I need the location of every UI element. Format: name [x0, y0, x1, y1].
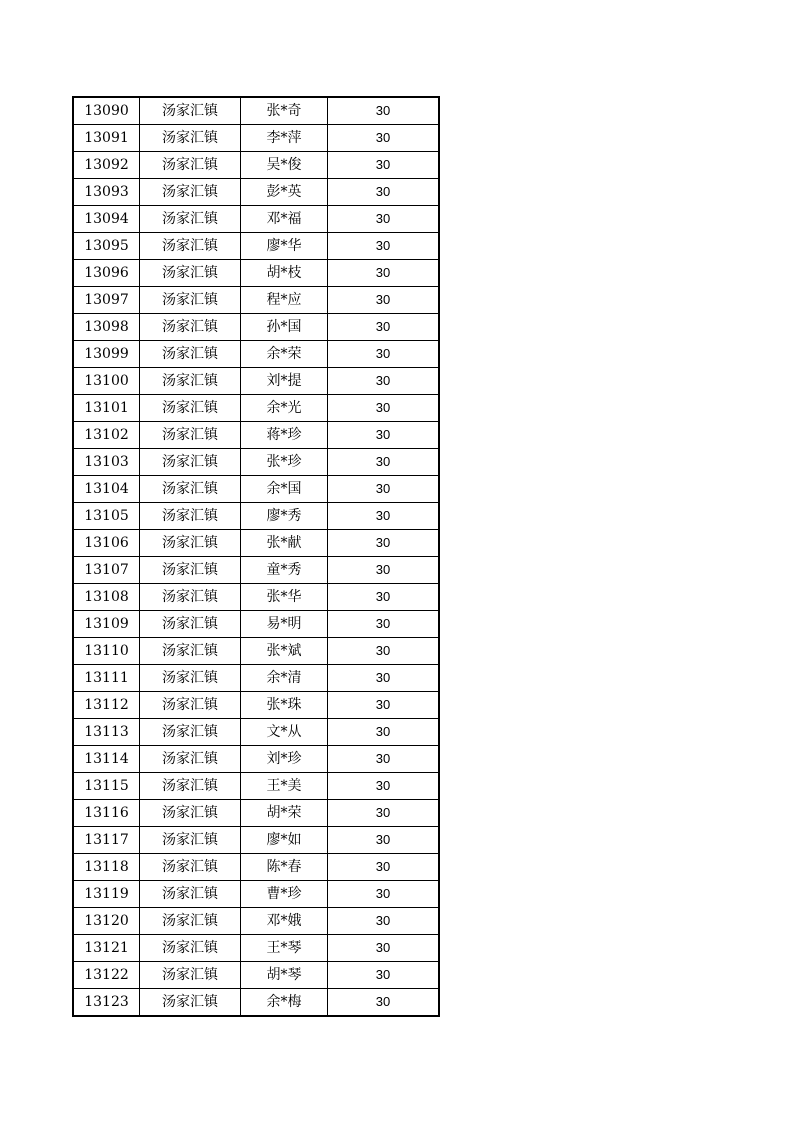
- table-row: [73, 152, 439, 179]
- cell-id: 13103: [73, 449, 140, 476]
- cell-name: 余*荣: [241, 341, 328, 368]
- cell-town: 汤家汇镇: [140, 611, 241, 638]
- cell-amount: 30: [328, 422, 440, 449]
- cell-amount: 30: [328, 692, 440, 719]
- cell-town: 汤家汇镇: [140, 908, 241, 935]
- cell-amount: 30: [328, 962, 440, 989]
- table-row: [73, 233, 439, 260]
- cell-town: 汤家汇镇: [140, 125, 241, 152]
- table-row: [73, 503, 439, 530]
- table-row: [73, 827, 439, 854]
- cell-name: 程*应: [241, 287, 328, 314]
- cell-id: 13105: [73, 503, 140, 530]
- cell-town: 汤家汇镇: [140, 233, 241, 260]
- cell-id: 13118: [73, 854, 140, 881]
- cell-id: 13120: [73, 908, 140, 935]
- cell-name: 张*献: [241, 530, 328, 557]
- cell-name: 廖*如: [241, 827, 328, 854]
- table-row: [73, 908, 439, 935]
- cell-amount: 30: [328, 395, 440, 422]
- cell-name: 曹*珍: [241, 881, 328, 908]
- cell-town: 汤家汇镇: [140, 665, 241, 692]
- cell-name: 陈*春: [241, 854, 328, 881]
- table-row: [73, 962, 439, 989]
- cell-name: 文*从: [241, 719, 328, 746]
- cell-name: 胡*荣: [241, 800, 328, 827]
- cell-id: 13112: [73, 692, 140, 719]
- cell-town: 汤家汇镇: [140, 368, 241, 395]
- cell-town: 汤家汇镇: [140, 557, 241, 584]
- cell-amount: 30: [328, 773, 440, 800]
- cell-town: 汤家汇镇: [140, 827, 241, 854]
- cell-id: 13091: [73, 125, 140, 152]
- cell-id: 13108: [73, 584, 140, 611]
- cell-amount: 30: [328, 557, 440, 584]
- cell-town: 汤家汇镇: [140, 97, 241, 125]
- cell-town: 汤家汇镇: [140, 800, 241, 827]
- table-row: [73, 476, 439, 503]
- cell-town: 汤家汇镇: [140, 638, 241, 665]
- cell-town: 汤家汇镇: [140, 935, 241, 962]
- cell-name: 胡*枝: [241, 260, 328, 287]
- table-row: [73, 719, 439, 746]
- cell-id: 13090: [73, 97, 140, 125]
- cell-name: 刘*珍: [241, 746, 328, 773]
- table-row: [73, 260, 439, 287]
- table-row: [73, 287, 439, 314]
- cell-name: 余*清: [241, 665, 328, 692]
- table-row: [73, 125, 439, 152]
- cell-town: 汤家汇镇: [140, 989, 241, 1017]
- cell-name: 邓*福: [241, 206, 328, 233]
- cell-id: 13110: [73, 638, 140, 665]
- table-row: [73, 206, 439, 233]
- cell-town: 汤家汇镇: [140, 584, 241, 611]
- cell-name: 童*秀: [241, 557, 328, 584]
- cell-name: 张*华: [241, 584, 328, 611]
- cell-id: 13114: [73, 746, 140, 773]
- cell-town: 汤家汇镇: [140, 422, 241, 449]
- cell-name: 易*明: [241, 611, 328, 638]
- cell-name: 刘*提: [241, 368, 328, 395]
- table-row: [73, 692, 439, 719]
- cell-name: 余*国: [241, 476, 328, 503]
- cell-name: 廖*华: [241, 233, 328, 260]
- cell-amount: 30: [328, 314, 440, 341]
- cell-amount: 30: [328, 179, 440, 206]
- cell-name: 王*美: [241, 773, 328, 800]
- table-row: [73, 314, 439, 341]
- table-row: [73, 611, 439, 638]
- cell-town: 汤家汇镇: [140, 773, 241, 800]
- table-row: [73, 179, 439, 206]
- cell-amount: 30: [328, 854, 440, 881]
- cell-amount: 30: [328, 989, 440, 1017]
- data-table: [72, 96, 440, 1017]
- cell-id: 13099: [73, 341, 140, 368]
- cell-town: 汤家汇镇: [140, 314, 241, 341]
- cell-town: 汤家汇镇: [140, 881, 241, 908]
- cell-id: 13123: [73, 989, 140, 1017]
- table-row: [73, 368, 439, 395]
- cell-id: 13096: [73, 260, 140, 287]
- table-row: [73, 746, 439, 773]
- table-row: [73, 854, 439, 881]
- cell-id: 13117: [73, 827, 140, 854]
- cell-town: 汤家汇镇: [140, 476, 241, 503]
- table-row: [73, 665, 439, 692]
- table-row: [73, 422, 439, 449]
- cell-id: 13097: [73, 287, 140, 314]
- cell-name: 张*斌: [241, 638, 328, 665]
- cell-town: 汤家汇镇: [140, 719, 241, 746]
- cell-town: 汤家汇镇: [140, 449, 241, 476]
- cell-amount: 30: [328, 800, 440, 827]
- cell-id: 13109: [73, 611, 140, 638]
- table-row: [73, 557, 439, 584]
- cell-amount: 30: [328, 449, 440, 476]
- table-row: [73, 530, 439, 557]
- cell-id: 13115: [73, 773, 140, 800]
- cell-amount: 30: [328, 638, 440, 665]
- cell-amount: 30: [328, 746, 440, 773]
- table-row: [73, 341, 439, 368]
- cell-id: 13092: [73, 152, 140, 179]
- cell-town: 汤家汇镇: [140, 530, 241, 557]
- cell-name: 张*奇: [241, 97, 328, 125]
- cell-amount: 30: [328, 584, 440, 611]
- cell-amount: 30: [328, 368, 440, 395]
- table-row: [73, 449, 439, 476]
- table-row: [73, 935, 439, 962]
- cell-town: 汤家汇镇: [140, 152, 241, 179]
- cell-id: 13111: [73, 665, 140, 692]
- cell-amount: 30: [328, 935, 440, 962]
- cell-amount: 30: [328, 233, 440, 260]
- table-row: [73, 773, 439, 800]
- cell-amount: 30: [328, 125, 440, 152]
- cell-id: 13100: [73, 368, 140, 395]
- cell-id: 13116: [73, 800, 140, 827]
- cell-amount: 30: [328, 260, 440, 287]
- cell-id: 13104: [73, 476, 140, 503]
- cell-amount: 30: [328, 881, 440, 908]
- cell-name: 胡*琴: [241, 962, 328, 989]
- cell-id: 13106: [73, 530, 140, 557]
- cell-id: 13119: [73, 881, 140, 908]
- cell-id: 13093: [73, 179, 140, 206]
- cell-id: 13113: [73, 719, 140, 746]
- cell-town: 汤家汇镇: [140, 746, 241, 773]
- table-body: [73, 97, 439, 1016]
- cell-name: 蒋*珍: [241, 422, 328, 449]
- table-row: [73, 638, 439, 665]
- cell-amount: 30: [328, 476, 440, 503]
- cell-name: 李*萍: [241, 125, 328, 152]
- cell-id: 13107: [73, 557, 140, 584]
- cell-town: 汤家汇镇: [140, 206, 241, 233]
- cell-name: 张*珍: [241, 449, 328, 476]
- table-row: [73, 97, 439, 125]
- cell-town: 汤家汇镇: [140, 260, 241, 287]
- cell-amount: 30: [328, 97, 440, 125]
- table-row: [73, 881, 439, 908]
- cell-name: 余*梅: [241, 989, 328, 1017]
- table-row: [73, 800, 439, 827]
- table-row: [73, 989, 439, 1017]
- cell-id: 13121: [73, 935, 140, 962]
- cell-name: 孙*国: [241, 314, 328, 341]
- cell-town: 汤家汇镇: [140, 287, 241, 314]
- cell-town: 汤家汇镇: [140, 341, 241, 368]
- cell-id: 13122: [73, 962, 140, 989]
- cell-amount: 30: [328, 503, 440, 530]
- cell-id: 13094: [73, 206, 140, 233]
- cell-amount: 30: [328, 287, 440, 314]
- table-row: [73, 395, 439, 422]
- cell-name: 张*珠: [241, 692, 328, 719]
- cell-name: 彭*英: [241, 179, 328, 206]
- cell-name: 余*光: [241, 395, 328, 422]
- cell-town: 汤家汇镇: [140, 179, 241, 206]
- cell-id: 13098: [73, 314, 140, 341]
- cell-amount: 30: [328, 665, 440, 692]
- cell-town: 汤家汇镇: [140, 395, 241, 422]
- cell-amount: 30: [328, 530, 440, 557]
- cell-amount: 30: [328, 908, 440, 935]
- cell-id: 13102: [73, 422, 140, 449]
- table-row: [73, 584, 439, 611]
- cell-name: 王*琴: [241, 935, 328, 962]
- cell-amount: 30: [328, 611, 440, 638]
- cell-id: 13095: [73, 233, 140, 260]
- cell-name: 吴*俊: [241, 152, 328, 179]
- cell-amount: 30: [328, 719, 440, 746]
- cell-amount: 30: [328, 206, 440, 233]
- cell-town: 汤家汇镇: [140, 962, 241, 989]
- cell-amount: 30: [328, 827, 440, 854]
- cell-town: 汤家汇镇: [140, 503, 241, 530]
- cell-town: 汤家汇镇: [140, 692, 241, 719]
- cell-amount: 30: [328, 152, 440, 179]
- cell-name: 廖*秀: [241, 503, 328, 530]
- cell-id: 13101: [73, 395, 140, 422]
- cell-amount: 30: [328, 341, 440, 368]
- cell-name: 邓*娥: [241, 908, 328, 935]
- cell-town: 汤家汇镇: [140, 854, 241, 881]
